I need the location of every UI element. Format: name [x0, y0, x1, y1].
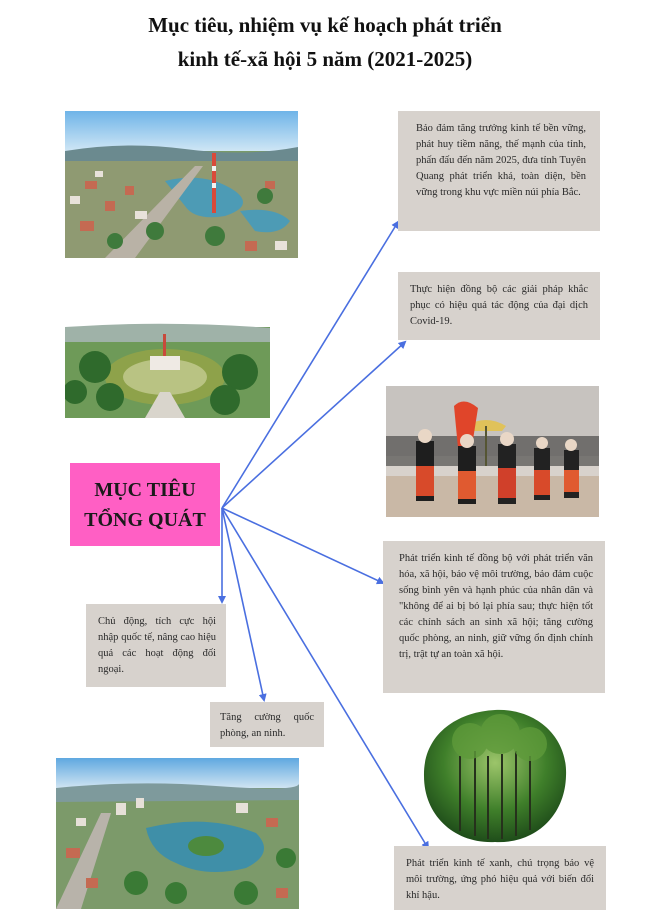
- square-aerial-photo: [65, 282, 270, 418]
- title-line-2: kinh tế-xã hội 5 năm (2021-2025): [177, 47, 473, 71]
- goal-box-5: [210, 702, 324, 747]
- goal-box-1: [398, 111, 600, 231]
- title-line-1: Mục tiêu, nhiệm vụ kế hoạch phát triển: [148, 13, 502, 37]
- goal-box-2: [398, 272, 600, 340]
- goal-text-2: Thực hiện đồng bộ các giải pháp khắc phục có hiệu quả tác động của đại dịch Covid-19.: [410, 284, 588, 327]
- page-title: [0, 8, 650, 76]
- general-goal-label: [70, 463, 220, 546]
- city-aerial-photo: [65, 111, 298, 258]
- lake-city-aerial-photo: [56, 758, 299, 909]
- goal-text-4: Chủ động, tích cực hội nhập quốc tế, nâng cao hiệu quả các hoạt động đối ngoại.: [98, 616, 216, 675]
- arrow-to-goal-3: [222, 508, 383, 583]
- goal-text-5: Tăng cường quốc phòng, an ninh.: [220, 712, 314, 739]
- goal-box-3: [383, 541, 605, 693]
- goal-box-6: [394, 846, 606, 910]
- goal-text-1: Bảo đảm tăng trưởng kinh tế bền vững, phát huy tiềm năng, thế mạnh của tỉnh, phấn đấu đến năm 2025, đưa tỉnh Tuyên Quang phát triển khá, toàn diện, bền vững trong khu vực miền núi phía Bắc.: [416, 123, 586, 198]
- center-line-2: TỔNG QUÁT: [84, 508, 206, 531]
- goal-box-4: [86, 604, 226, 687]
- center-line-1: MỤC TIÊU: [94, 478, 196, 501]
- goal-text-3: Phát triển kinh tế đồng bộ với phát triển văn hóa, xã hội, bảo vệ môi trường, bảo đảm cuộc sống bình yên và hạnh phúc của nhân dân và "không để ai bị bỏ lại phía sau; thực hiện tốt các chính sách an sinh xã hội; tăng cường quốc phòng, an ninh, giữ vững ổn định chính trị, trật tự an toàn xã hội.: [399, 553, 593, 660]
- arrow-to-goal-5: [222, 508, 264, 700]
- forest-circle-photo: [420, 706, 570, 846]
- goal-text-6: Phát triển kinh tế xanh, chú trọng bảo vệ môi trường, ứng phó hiệu quả với biến đổi khí hậu.: [406, 858, 594, 901]
- festival-dance-photo: [386, 386, 599, 517]
